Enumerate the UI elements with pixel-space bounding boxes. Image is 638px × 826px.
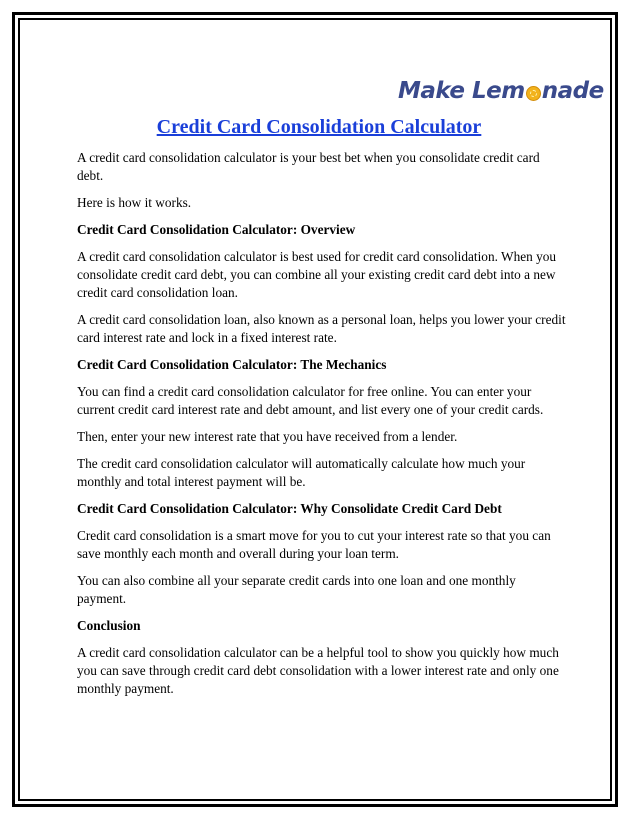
lemon-slice-icon — [526, 86, 541, 101]
section-heading-why: Credit Card Consolidation Calculator: Why Consolidate Credit Card Debt — [77, 501, 502, 516]
paragraph-conclusion: A credit card consolidation calculator can be a helpful tool to show you quickly how much you can save through credit card debt consolidation with a lower interest rate and only one monthly payment. — [77, 645, 559, 696]
document-body — [77, 149, 567, 707]
logo-text-start: Make Lem — [398, 78, 525, 104]
paragraph-overview-2: A credit card consolidation loan, also known as a personal loan, helps you lower your credit card interest rate and lock in a fixed interest rate. — [77, 312, 566, 345]
make-lemonade-logo — [398, 76, 604, 106]
paragraph-mechanics-2: Then, enter your new interest rate that you have received from a lender. — [77, 429, 458, 444]
paragraph-why-2: You can also combine all your separate credit cards into one loan and one monthly payment. — [77, 573, 516, 606]
section-heading-conclusion: Conclusion — [77, 618, 141, 633]
section-heading-overview: Credit Card Consolidation Calculator: Overview — [77, 222, 356, 237]
paragraph-overview-1: A credit card consolidation calculator is best used for credit card consolidation. When you consolidate credit card debt, you can combine all your existing credit card debt into a new credit card consolidation loan. — [77, 249, 557, 300]
paragraph-mechanics-3: The credit card consolidation calculator will automatically calculate how much your monthly and total interest payment will be. — [77, 456, 526, 489]
paragraph-how-it-works: Here is how it works. — [77, 195, 192, 210]
section-heading-mechanics: Credit Card Consolidation Calculator: The Mechanics — [77, 357, 387, 372]
paragraph-intro: A credit card consolidation calculator is your best bet when you consolidate credit card debt. — [77, 150, 540, 183]
logo-text-end: nade — [541, 78, 604, 104]
document-title: Credit Card Consolidation Calculator — [156, 116, 482, 138]
paragraph-mechanics-1: You can find a credit card consolidation calculator for free online. You can enter your current credit card interest rate and debt amount, and list every one of your credit cards. — [77, 384, 544, 417]
paragraph-why-1: Credit card consolidation is a smart move for you to cut your interest rate so that you can save monthly each month and overall during your loan term. — [77, 528, 551, 561]
